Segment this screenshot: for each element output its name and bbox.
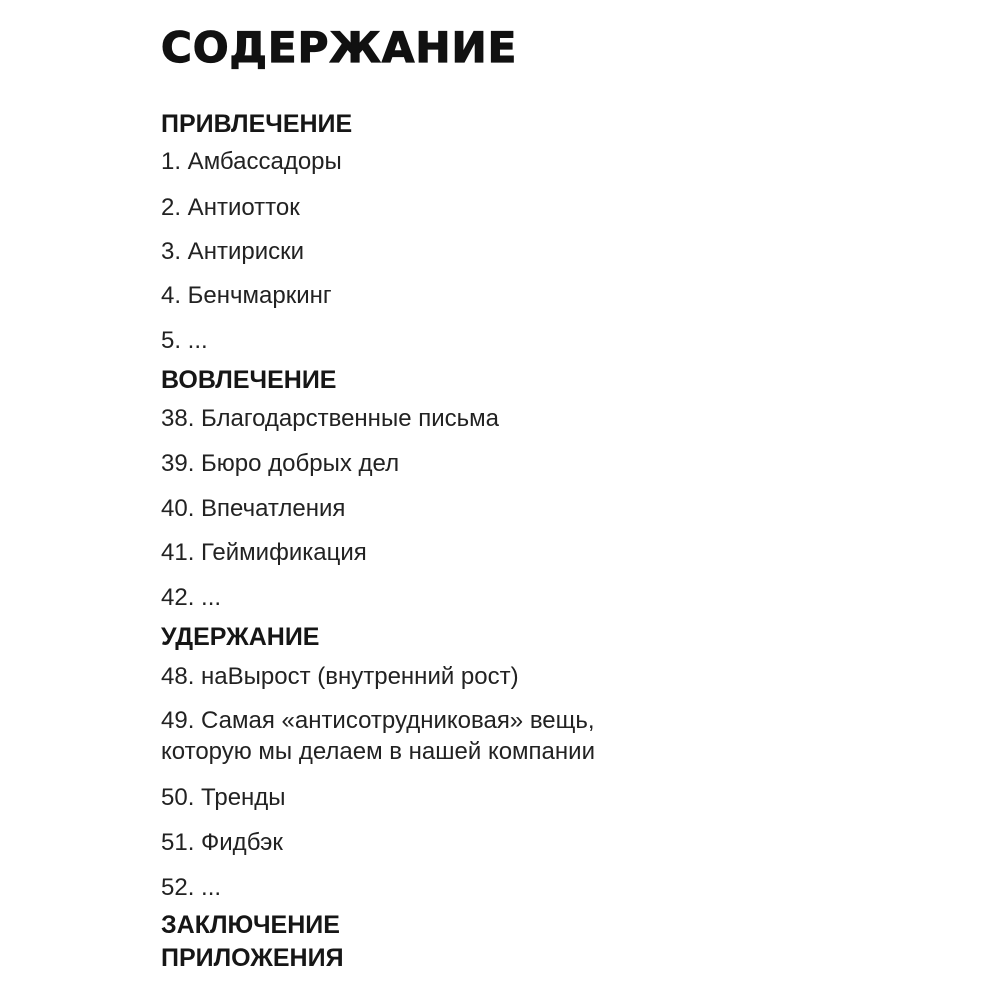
- section-heading-attraction[interactable]: ПРИВЛЕЧЕНИЕ: [161, 110, 353, 138]
- toc-item-continuation[interactable]: которую мы делаем в нашей компании: [161, 738, 595, 765]
- toc-item[interactable]: 51. Фидбэк: [161, 829, 283, 856]
- toc-item[interactable]: 50. Тренды: [161, 784, 286, 811]
- toc-item[interactable]: 40. Впечатления: [161, 495, 346, 522]
- toc-item[interactable]: 4. Бенчмаркинг: [161, 282, 332, 309]
- toc-item[interactable]: 2. Антиотток: [161, 194, 300, 221]
- toc-item[interactable]: 41. Геймификация: [161, 539, 367, 566]
- toc-item[interactable]: 48. наВырост (внутренний рост): [161, 663, 519, 690]
- toc-item[interactable]: 49. Самая «антисотрудниковая» вещь,: [161, 707, 595, 734]
- section-heading-appendices[interactable]: ПРИЛОЖЕНИЯ: [161, 944, 344, 972]
- toc-item: 5. ...: [161, 327, 208, 354]
- toc-item: 52. ...: [161, 874, 222, 901]
- section-heading-engagement[interactable]: ВОВЛЕЧЕНИЕ: [161, 366, 337, 394]
- section-heading-retention[interactable]: УДЕРЖАНИЕ: [161, 623, 320, 651]
- toc-item[interactable]: 38. Благодарственные письма: [161, 405, 499, 432]
- page-title: СОДЕРЖАНИЕ: [161, 23, 518, 72]
- toc-item[interactable]: 1. Амбассадоры: [161, 148, 342, 175]
- toc-item: 42. ...: [161, 584, 222, 611]
- section-heading-conclusion[interactable]: ЗАКЛЮЧЕНИЕ: [161, 911, 340, 939]
- toc-item[interactable]: 39. Бюро добрых дел: [161, 450, 400, 477]
- toc-item[interactable]: 3. Антириски: [161, 238, 305, 265]
